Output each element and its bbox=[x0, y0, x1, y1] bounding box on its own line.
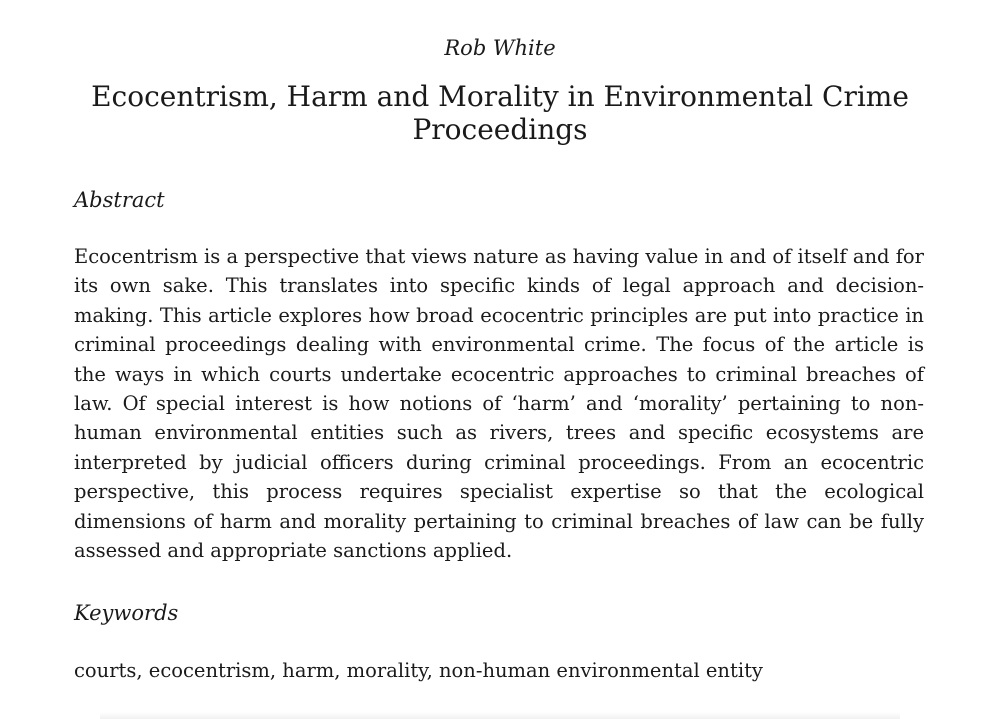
page-bottom-shadow bbox=[100, 712, 900, 719]
keywords-heading: Keywords bbox=[74, 601, 179, 625]
author-name: Rob White bbox=[444, 36, 556, 60]
abstract-body: Ecocentrism is a perspective that views nature as having value in and of itself and for its own sake. This translates into specific kinds of legal approach and decision-making. This article explores how broad ecocentric principles are put into practice in criminal proceedings dealing with environmental crime. The focus of the article is the ways in which courts undertake ecocentric approaches to criminal breaches of law. Of special interest is how notions of ‘harm’ and ‘morality’ pertaining to non-human environmental entities such as rivers, trees and specific ecosystems are interpreted by judicial officers during criminal proceedings. From an ecocentric perspective, this process requires specialist expertise so that the ecological dimensions of harm and morality pertaining to criminal breaches of law can be fully assessed and appropriate sanctions applied. bbox=[74, 245, 924, 563]
paper-title: Ecocentrism, Harm and Morality in Environmental Crime Proceedings bbox=[91, 80, 909, 146]
keywords-list: courts, ecocentrism, harm, morality, non-human environmental entity bbox=[74, 659, 763, 682]
abstract-heading: Abstract bbox=[74, 188, 165, 212]
